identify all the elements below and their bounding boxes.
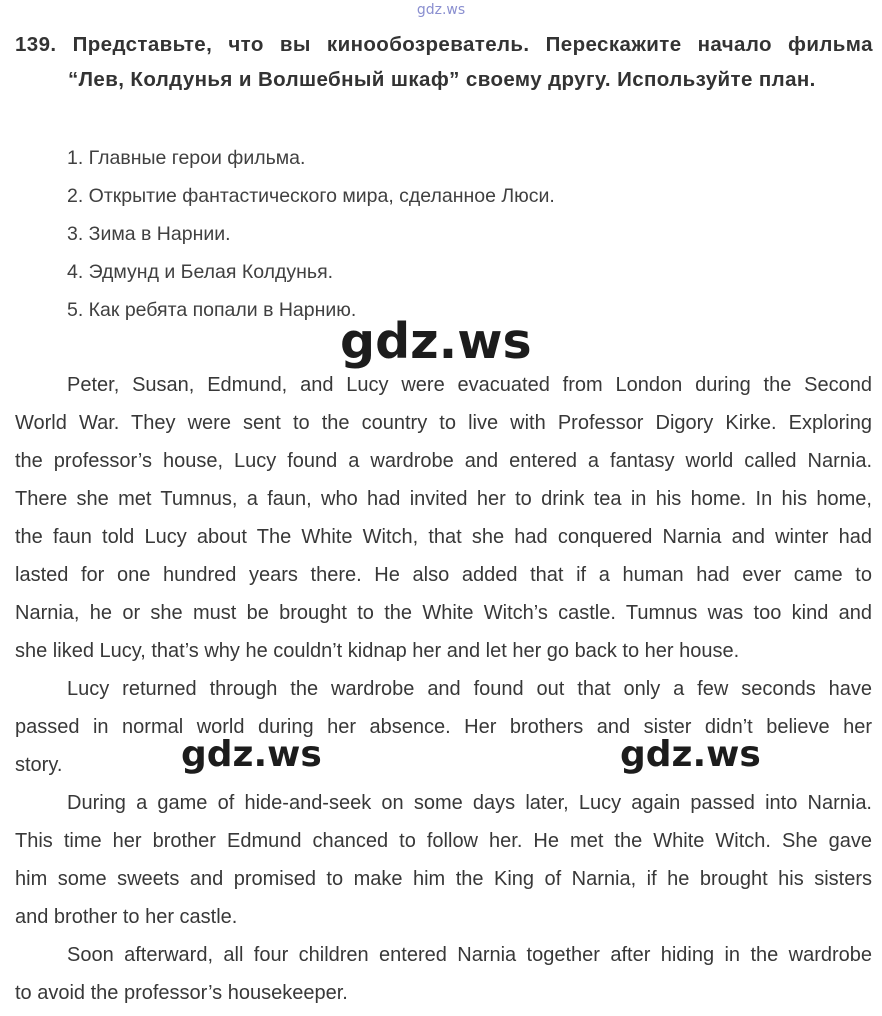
story-line: Lucy returned through the wardrobe and found out that only a few seconds have: [67, 678, 872, 700]
task-word: фильма: [788, 33, 873, 56]
story-line: World War. They were sent to the country to live with Professor Digory Kirke. Exploring: [15, 412, 872, 434]
story-line: Narnia, he or she must be brought to the White Witch’s castle. Tumnus was too kind and: [15, 602, 872, 624]
story-line: and brother to her castle.: [15, 906, 238, 928]
watermark-center: gdz.ws: [340, 313, 532, 370]
plan-item: 5. Как ребята попали в Нарнию.: [67, 299, 357, 321]
task-word: вы: [279, 33, 311, 56]
task-word: Перескажите: [545, 33, 682, 56]
story-line: to avoid the professor’s housekeeper.: [15, 982, 348, 1004]
task-word: начало: [697, 33, 772, 56]
story-line: the faun told Lucy about The White Witch, that she had conquered Narnia and winter had: [15, 526, 872, 548]
story-line: This time her brother Edmund chanced to follow her. He met the White Witch. She gave: [15, 830, 872, 852]
watermark-top: gdz.ws: [416, 2, 466, 18]
task-heading: [15, 29, 873, 99]
story-line: Soon afterward, all four children entered Narnia together after hiding in the wardrobe: [67, 944, 872, 966]
plan-item: 4. Эдмунд и Белая Колдунья.: [67, 261, 334, 283]
story-line: story.: [15, 754, 63, 776]
watermark-left: gdz.ws: [181, 734, 322, 775]
story-line: the professor’s house, Lucy found a wardrobe and entered a fantasy world called Narnia.: [15, 450, 872, 472]
plan-list: [67, 139, 555, 329]
story-text: [15, 366, 872, 1012]
task-heading-line-2: “Лев, Колдунья и Волшебный шкаф” своему другу. Используйте план.: [68, 68, 816, 91]
plan-item: 1. Главные герои фильма.: [67, 147, 306, 169]
plan-item: 2. Открытие фантастического мира, сделанное Люси.: [67, 185, 555, 207]
story-line: During a game of hide-and-seek on some days later, Lucy again passed into Narnia.: [67, 792, 872, 814]
task-word: что: [228, 33, 264, 56]
story-line: him some sweets and promised to make him the King of Narnia, if he brought his sisters: [15, 868, 872, 890]
task-number: 139.: [15, 33, 57, 56]
task-word: кинообозреватель.: [326, 33, 530, 56]
story-line: passed in normal world during her absence. Her brothers and sister didn’t believe her: [15, 716, 872, 738]
task-heading-line-1: [15, 29, 873, 61]
story-line: Peter, Susan, Edmund, and Lucy were evacuated from London during the Second: [67, 374, 872, 396]
task-word: Представьте,: [72, 33, 213, 56]
watermark-right: gdz.ws: [620, 734, 761, 775]
story-line: she liked Lucy, that’s why he couldn’t kidnap her and let her go back to her house.: [15, 640, 740, 662]
story-line: lasted for one hundred years there. He also added that if a human had ever came to: [15, 564, 872, 586]
story-line: There she met Tumnus, a faun, who had invited her to drink tea in his home. In his home,: [15, 488, 872, 510]
plan-item: 3. Зима в Нарнии.: [67, 223, 231, 245]
